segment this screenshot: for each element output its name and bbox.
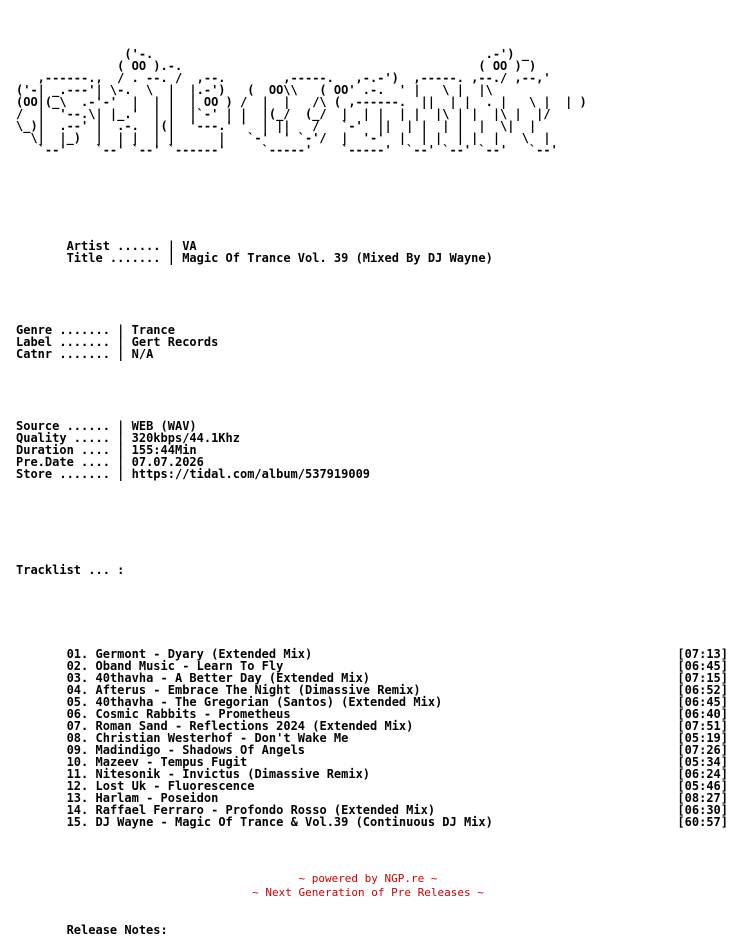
track-duration: [06:45]	[677, 659, 728, 673]
track-duration: [06:40]	[677, 707, 728, 721]
meta-block-1	[16, 324, 728, 360]
track-number: 06.	[66, 707, 89, 721]
meta2-label: Pre.Date ....	[16, 455, 118, 469]
track-duration: [06:52]	[677, 683, 728, 697]
meta1-row	[16, 348, 728, 360]
track-duration: [07:51]	[677, 719, 728, 733]
track-number: 10.	[66, 755, 89, 769]
track-title: 40thavha - A Better Day (Extended Mix)	[95, 671, 371, 685]
track-number: 14.	[66, 803, 89, 817]
track-duration: [07:26]	[677, 743, 728, 757]
ascii-banner-line: (OO|(_\ .-'-' | | | | OO ) / | | /\ ( ,------. || | | . | \ | | )	[16, 95, 587, 109]
ascii-banner-line: ('-. .-') _	[16, 47, 529, 61]
footer-powered-by-link[interactable]: ~ powered by NGP.re ~	[298, 872, 438, 885]
track-duration: [07:13]	[677, 647, 728, 661]
meta2-value: WEB (WAV)	[124, 419, 197, 433]
ascii-banner-line: ( OO ).-. ( OO ) )	[16, 59, 537, 73]
release-notes-label	[16, 924, 728, 936]
meta1-label: Catnr .......	[16, 347, 118, 361]
track-title: Lost Uk - Fluorescence	[95, 779, 255, 793]
ascii-banner-line: / | '--.\| |_.' | | |`-' | | |(_/ (_/ | | | | | |\ | | |\ | |/	[16, 107, 551, 121]
track-row	[16, 816, 728, 828]
meta2-separator: |	[117, 467, 125, 481]
info-row	[16, 252, 728, 264]
info-label: Title .......	[66, 251, 168, 265]
meta2-row	[16, 468, 728, 480]
track-number: 12.	[66, 779, 89, 793]
track-number: 07.	[66, 719, 89, 733]
track-number: 03.	[66, 671, 89, 685]
info-separator: |	[167, 251, 175, 265]
meta2-label: Duration ....	[16, 443, 118, 457]
meta2-value: 07.07.2026	[124, 455, 204, 469]
meta2-separator: |	[117, 443, 125, 457]
track-title: Oband Music - Learn To Fly	[95, 659, 284, 673]
track-title: Raffael Ferraro - Profondo Rosso (Extended Mix)	[95, 803, 436, 817]
track-title: Harlam - Poseidon	[95, 791, 219, 805]
meta1-value: Trance	[124, 323, 175, 337]
track-number: 05.	[66, 695, 89, 709]
track-duration: [06:45]	[677, 695, 728, 709]
info-block	[16, 240, 728, 264]
ascii-banner	[16, 48, 728, 156]
track-title: Madindigo - Shadows Of Angels	[95, 743, 306, 757]
info-label: Artist ......	[66, 239, 168, 253]
meta2-value: 155:44Min	[124, 443, 197, 457]
meta2-label: Store .......	[16, 467, 118, 481]
track-duration: [08:27]	[677, 791, 728, 805]
meta2-value: https://tidal.com/album/537919009	[124, 467, 371, 481]
track-title: Christian Westerhof - Don't Wake Me	[95, 731, 349, 745]
track-number: 09.	[66, 743, 89, 757]
meta2-label: Source ......	[16, 419, 118, 433]
track-number: 04.	[66, 683, 89, 697]
info-value: VA	[174, 239, 197, 253]
meta1-label: Genre .......	[16, 323, 118, 337]
track-title: Afterus - Embrace The Night (Dimassive Remix)	[95, 683, 421, 697]
track-number: 01.	[66, 647, 89, 661]
nfo-text	[16, 24, 728, 948]
track-duration: [05:46]	[677, 779, 728, 793]
footer-tagline: ~ Next Generation of Pre Releases ~	[252, 886, 484, 899]
ascii-banner-line: ,------., / . --. / ,--. ,-----. ,-.-') ,-----. ,--./ ,--,'	[16, 71, 551, 85]
meta2-value: 320kbps/44.1Khz	[124, 431, 240, 445]
tracklist-heading: Tracklist ... :	[16, 563, 125, 577]
track-number: 13.	[66, 791, 89, 805]
track-duration: [60:57]	[677, 815, 728, 829]
track-title: 40thavha - The Gregorian (Santos) (Extended Mix)	[95, 695, 443, 709]
track-number: 15.	[66, 815, 89, 829]
track-title: Roman Sand - Reflections 2024 (Extended Mix)	[95, 719, 414, 733]
ascii-banner-line: ('-| _.---'| \-. \ | |.-') ( OO\\ ( OO' .-. ' | \ | |\	[16, 83, 493, 97]
track-number: 11.	[66, 767, 89, 781]
meta1-label: Label .......	[16, 335, 118, 349]
meta1-value: N/A	[124, 347, 154, 361]
info-separator: |	[167, 239, 175, 253]
release-notes-text: Release Notes:	[66, 923, 168, 937]
meta1-value: Gert Records	[124, 335, 219, 349]
track-title: Mazeev - Tempus Fugit	[95, 755, 248, 769]
track-duration: [05:34]	[677, 755, 728, 769]
track-title: Nitesonik - Invictus (Dimassive Remix)	[95, 767, 371, 781]
meta1-separator: |	[117, 335, 125, 349]
track-duration: [05:19]	[677, 731, 728, 745]
meta2-separator: |	[117, 431, 125, 445]
track-title: Germont - Dyary (Extended Mix)	[95, 647, 313, 661]
footer	[0, 872, 736, 900]
track-title: DJ Wayne - Magic Of Trance & Vol.39 (Continuous DJ Mix)	[95, 815, 493, 829]
meta1-separator: |	[117, 347, 125, 361]
meta2-separator: |	[117, 419, 125, 433]
tracklist	[16, 648, 728, 828]
meta2-label: Quality .....	[16, 431, 118, 445]
ascii-banner-line: `--' `--' `--' `------' `-----' `-----' `--' `--' `--' `--'	[16, 143, 558, 157]
track-duration: [06:30]	[677, 803, 728, 817]
meta2-separator: |	[117, 455, 125, 469]
ascii-banner-line: \_)| .--' | .-. |(| '---.' ' | || / `-' || | | | | | \| |	[16, 119, 544, 133]
ascii-banner-line: \| |_) | | | | | | `-' ' `-'/ | '-' | | | | | | \ |	[16, 131, 551, 145]
info-value: Magic Of Trance Vol. 39 (Mixed By DJ Wayne)	[174, 251, 493, 265]
track-number: 02.	[66, 659, 89, 673]
track-duration: [06:24]	[677, 767, 728, 781]
meta1-separator: |	[117, 323, 125, 337]
meta-block-2	[16, 420, 728, 480]
track-duration: [07:15]	[677, 671, 728, 685]
track-number: 08.	[66, 731, 89, 745]
track-title: Cosmic Rabbits - Prometheus	[95, 707, 291, 721]
